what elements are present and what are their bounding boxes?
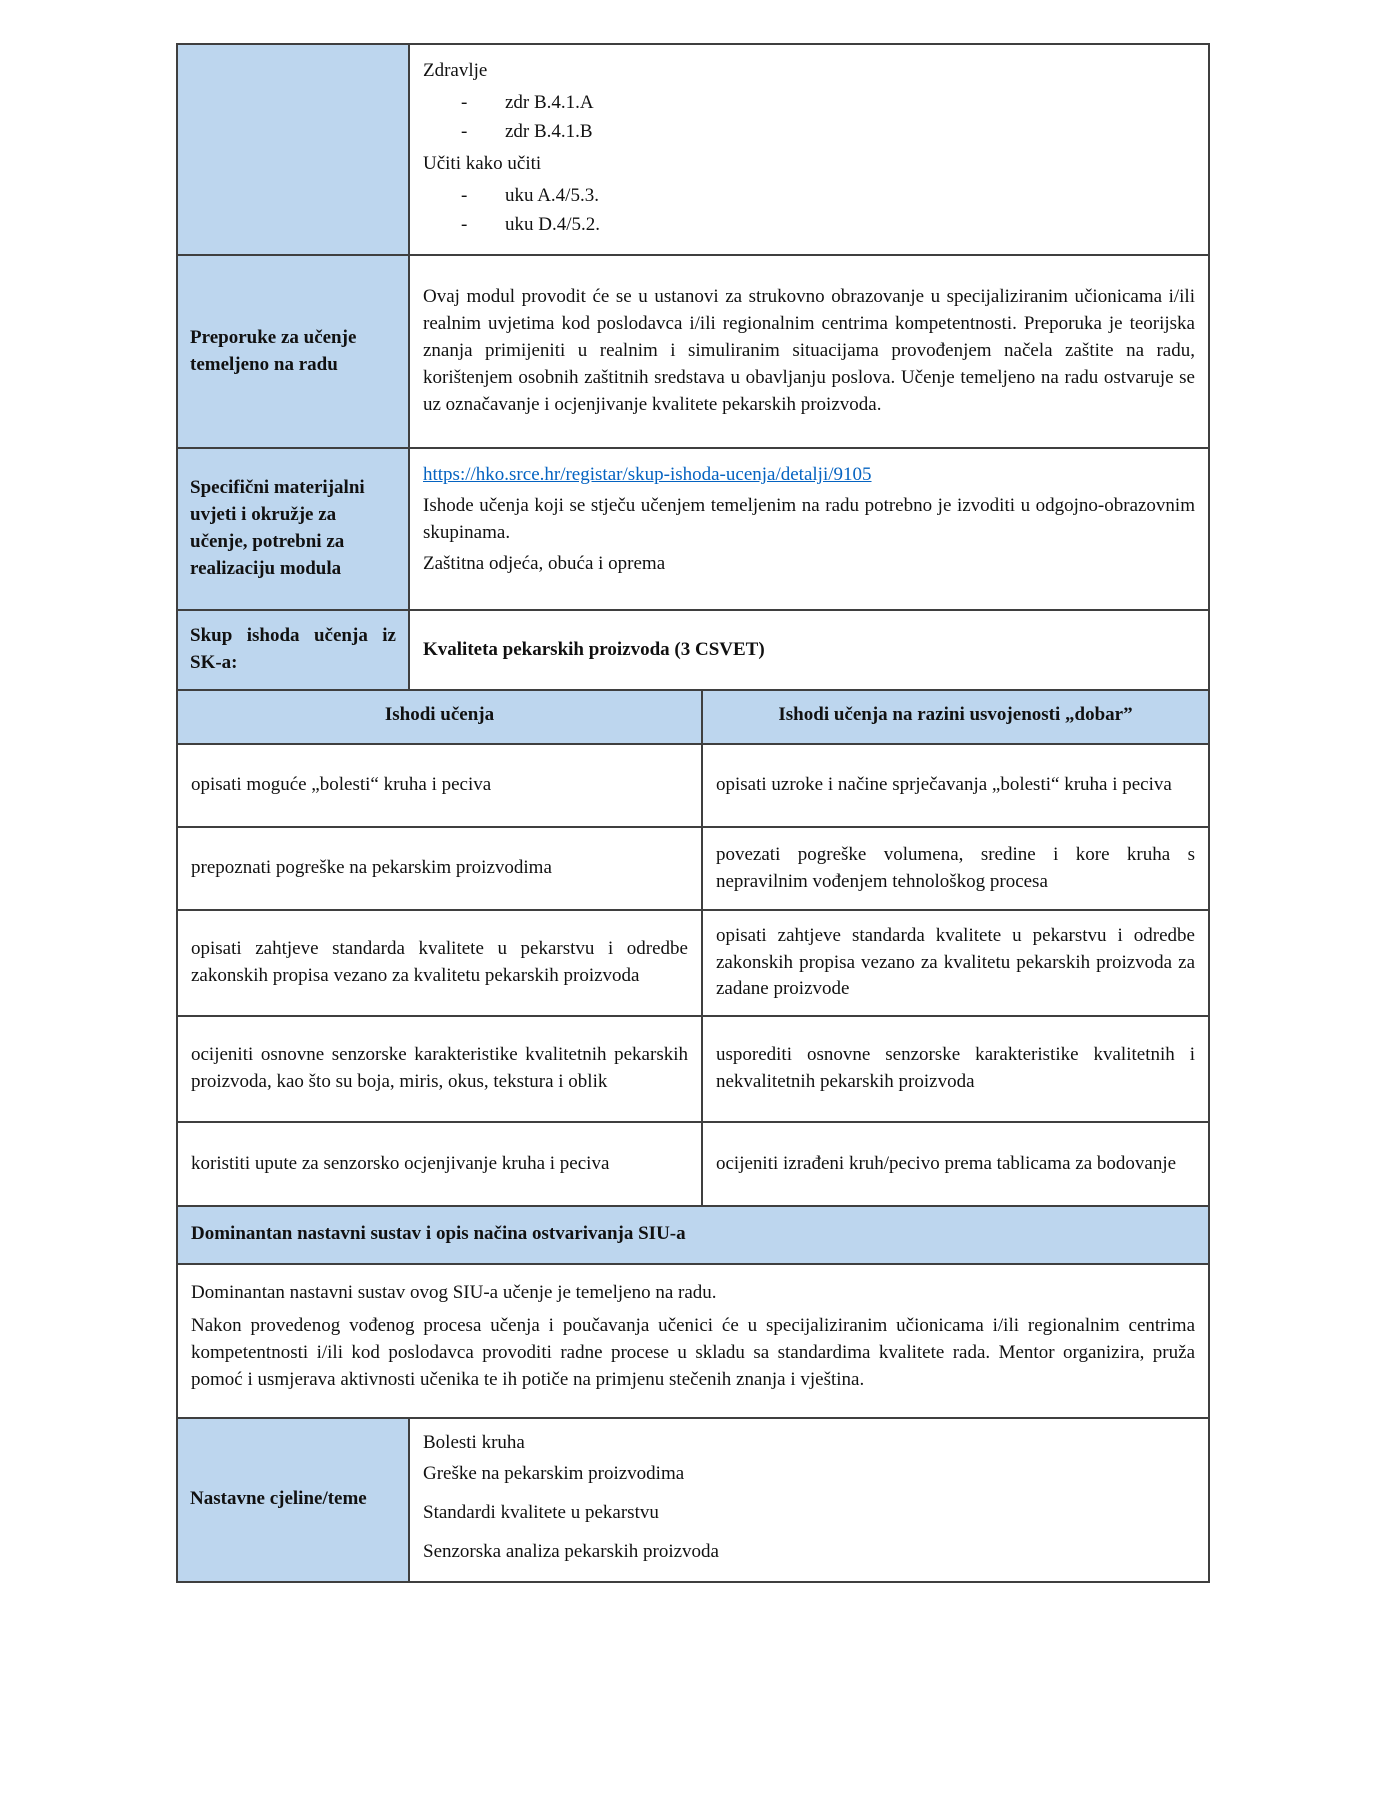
dash-bullet-icon: - — [461, 91, 468, 113]
outcome-right-text: opisati uzroke i načine sprječavanja „bolesti“ kruha i peciva — [716, 774, 1172, 796]
outcome-left-text: koristiti upute za senzorsko ocjenjivanje kruha i peciva — [191, 1152, 610, 1174]
outcome-row — [178, 1123, 1208, 1205]
dash-bullet-icon: - — [461, 120, 468, 142]
theme-item: Greške na pekarskim proizvodima — [423, 1462, 685, 1484]
dash-bullet-icon: - — [461, 213, 468, 235]
outcome-left-cell — [178, 828, 701, 909]
outcome-left-cell — [178, 1017, 701, 1121]
outcomes-header-left: Ishodi učenja — [178, 691, 701, 743]
outcome-left-text: ocijeniti osnovne senzorske karakteristike kvalitetnih pekarskih proizvoda, kao što su boja, miris, okus, tekstura i oblik — [191, 1044, 688, 1092]
theme-item: Bolesti kruha — [423, 1432, 525, 1453]
outcome-right-cell — [703, 911, 1208, 1015]
dominantan-paragraph: Dominantan nastavni sustav ovog SIU-a učenje je temeljeno na radu. — [191, 1282, 717, 1303]
preporuke-label-cell — [178, 256, 408, 447]
hko-registry-link[interactable]: https://hko.srce.hr/registar/skup-ishoda-ucenja/detalji/9105 — [423, 464, 872, 485]
outcomes-header-right: Ishodi učenja na razini usvojenosti „dobar” — [703, 691, 1208, 743]
theme-item: Standardi kvalitete u pekarstvu — [423, 1501, 659, 1523]
competency-item — [423, 212, 1195, 239]
outcome-left-cell — [178, 1123, 701, 1205]
competency-item — [423, 183, 1195, 210]
theme-item: Senzorska analiza pekarskih proizvoda — [423, 1540, 719, 1562]
outcome-row — [178, 911, 1208, 1015]
preporuke-label: Preporuke za učenje temeljeno na radu — [190, 326, 357, 375]
competency-item — [423, 90, 1195, 117]
outcome-right-text: usporediti osnovne senzorske karakteristike kvalitetnih i nekvalitetnih pekarskih proizvoda — [716, 1044, 1195, 1092]
nastavne-label-cell — [178, 1419, 408, 1581]
dominantan-header: Dominantan nastavni sustav i opis načina ostvarivanja SIU-a — [178, 1207, 1208, 1263]
nastavne-content-cell — [410, 1419, 1208, 1581]
dominantan-paragraph: Nakon provedenog vođenog procesa učenja i poučavanja učenici će u specijaliziranim učionicama i/ili regionalnim centrima kompetentnosti i/ili kod poslodavca provoditi radne procese u skladu sa standardima kvalitete rada. Mentor organizira, pruža pomoć i usmjerava aktivnosti učenika te ih potiče na primjenu stečenih znanja i vještina. — [191, 1314, 1195, 1390]
outcome-right-cell — [703, 1017, 1208, 1121]
outcome-row — [178, 745, 1208, 826]
competency-group-title: Zdravlje — [423, 60, 488, 81]
preporuke-content-cell — [410, 256, 1208, 447]
competencies-label-cell — [178, 45, 408, 254]
outcome-right-cell — [703, 1123, 1208, 1205]
nastavne-label: Nastavne cjeline/teme — [190, 1488, 367, 1510]
competency-list — [423, 90, 1195, 146]
curriculum-table — [176, 43, 1210, 1583]
competency-item-label: uku D.4/5.2. — [505, 213, 600, 235]
row-outcomes-header — [178, 691, 1208, 743]
skup-content-cell — [410, 611, 1208, 689]
competency-list — [423, 183, 1195, 239]
outcome-left-text: opisati zahtjeve standarda kvalitete u pekarstvu i odredbe zakonskih propisa vezano za kvalitetu pekarskih proizvoda — [191, 938, 688, 986]
competency-item — [423, 119, 1195, 146]
outcome-right-text: opisati zahtjeve standarda kvalitete u pekarstvu i odredbe zakonskih propisa vezano za kvalitetu pekarskih proizvoda za zadane proizvode — [716, 924, 1195, 1000]
outcome-right-cell — [703, 745, 1208, 826]
competency-group-title: Učiti kako učiti — [423, 152, 542, 174]
row-specificni — [178, 449, 1208, 609]
outcome-row — [178, 1017, 1208, 1121]
skup-value: Kvaliteta pekarskih proizvoda (3 CSVET) — [423, 638, 765, 660]
outcome-left-text: prepoznati pogreške na pekarskim proizvodima — [191, 857, 552, 879]
outcome-right-text: ocijeniti izrađeni kruh/pecivo prema tablicama za bodovanje — [716, 1152, 1177, 1174]
row-preporuke — [178, 256, 1208, 447]
outcome-row — [178, 828, 1208, 909]
outcome-left-cell — [178, 911, 701, 1015]
dash-bullet-icon: - — [461, 184, 468, 206]
row-dominantan-header — [178, 1207, 1208, 1263]
competency-item-label: zdr B.4.1.A — [505, 91, 594, 113]
specificni-label: Specifični materijalni uvjeti i okružje za učenje, potrebni za realizaciju modula — [190, 477, 365, 579]
outcome-right-cell — [703, 828, 1208, 909]
dominantan-text-cell — [178, 1265, 1208, 1417]
specificni-paragraph: Zaštitna odjeća, obuća i oprema — [423, 552, 666, 574]
competency-item-label: zdr B.4.1.B — [505, 120, 593, 142]
row-dominantan-text — [178, 1265, 1208, 1417]
row-competencies — [178, 45, 1208, 254]
outcome-right-text: povezati pogreške volumena, sredine i kore kruha s nepravilnim vođenjem tehnološkog procesa — [716, 843, 1195, 892]
preporuke-text: Ovaj modul provodit će se u ustanovi za strukovno obrazovanje u specijaliziranim učionicama i/ili realnim uvjetima kod poslodavca i/ili regionalnim centrima kompetentnosti. Preporuka je teorijska znanja primijeniti u realnim i simuliranim situacijama provođenjem načela zaštite na radu, korištenjem osobnih zaštitnih sredstava u obavljanju poslova. Učenje temeljeno na radu ostvaruje se uz označavanje i ocjenjivanje kvalitete pekarskih proizvoda. — [423, 286, 1195, 415]
specificni-content-cell — [410, 449, 1208, 609]
row-skup-ishoda — [178, 611, 1208, 689]
skup-label-cell — [178, 611, 408, 689]
row-nastavne — [178, 1419, 1208, 1581]
skup-label: Skup ishoda učenja iz SK-a: — [190, 625, 396, 673]
outcome-left-text: opisati moguće „bolesti“ kruha i peciva — [191, 774, 492, 796]
competency-item-label: uku A.4/5.3. — [505, 184, 599, 206]
specificni-label-cell — [178, 449, 408, 609]
specificni-paragraph: Ishode učenja koji se stječu učenjem temeljenim na radu potrebno je izvoditi u odgojno-obrazovnim skupinama. — [423, 494, 1195, 543]
link-paragraph — [423, 462, 1195, 489]
competencies-content-cell — [410, 45, 1208, 254]
outcome-left-cell — [178, 745, 701, 826]
